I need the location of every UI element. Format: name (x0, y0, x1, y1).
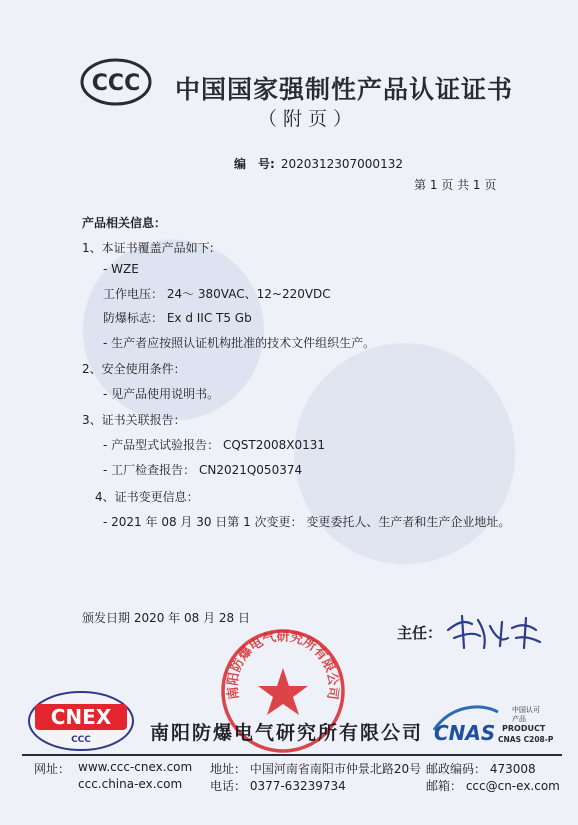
footer-postcode: 邮政编码： 473008 (426, 762, 536, 776)
page-info: 第 1 页 共 1 页 (414, 178, 497, 192)
type-test-report: - 产品型式试验报告： CQST2008X0131 (103, 438, 326, 452)
company-name: 南阳防爆电气研究所有限公司 (150, 722, 424, 744)
item1-note: - 生产者应按照认证机构批准的技术文件组织生产。 (103, 336, 376, 350)
certificate-number (234, 155, 403, 172)
item4-title: 4、证书变更信息： (95, 490, 199, 504)
issue-date: 颁发日期 2020 年 08 月 28 日 (82, 611, 250, 625)
website-label: 网址： (34, 762, 71, 776)
svg-text:产品: 产品 (512, 715, 526, 723)
footer-divider (22, 754, 562, 756)
item2-title: 2、安全使用条件： (82, 362, 186, 376)
director-label: 主任： (397, 624, 443, 642)
director-signature (444, 608, 544, 653)
ex-marking: 防爆标志： Ex d IIC T5 Gb (103, 311, 252, 325)
factory-inspection-report: - 工厂检查报告： CN2021Q050374 (103, 463, 303, 477)
cert-no-label: 编 号: (234, 157, 275, 171)
cnex-logo-icon (27, 690, 135, 752)
product-model: - WZE (103, 262, 139, 276)
item3-title: 3、证书关联报告： (82, 413, 186, 427)
cnas-logo (430, 700, 562, 746)
svg-text:CNEX: CNEX (50, 705, 112, 729)
svg-text:CCC: CCC (71, 735, 91, 745)
certificate-subtitle: （附页） (258, 108, 359, 130)
seal-star-icon (258, 668, 308, 715)
cert-no-value: 2020312307000132 (280, 157, 403, 171)
item1-title: 1、本证书覆盖产品如下: (82, 241, 214, 255)
change-record: - 2021 年 08 月 30 日第 1 次变更： 变更委托人、生产者和生产企业地址。 (103, 515, 511, 529)
ccc-logo-icon (80, 58, 152, 106)
footer-email[interactable]: 邮箱： ccc@cn-ex.com (426, 779, 560, 793)
website-link-1[interactable]: www.ccc-cnex.com (78, 760, 193, 774)
svg-text:CNAS C208-P: CNAS C208-P (498, 735, 554, 744)
svg-text:CNAS: CNAS (434, 721, 496, 745)
website-link-2[interactable]: ccc.china-ex.com (78, 777, 183, 791)
svg-text:PRODUCT: PRODUCT (502, 724, 546, 733)
certificate-title: 中国国家强制性产品认证证书 (175, 75, 514, 104)
footer-phone: 电话： 0377-63239734 (210, 779, 346, 793)
svg-text:南阳防爆电气研究所有限公司: 南阳防爆电气研究所有限公司 (225, 629, 341, 701)
item2-line: - 见产品使用说明书。 (103, 387, 220, 401)
working-voltage: 工作电压： 24～ 380VAC、12~220VDC (103, 287, 331, 301)
cnas-mark-icon (430, 700, 562, 746)
svg-text:CCC: CCC (91, 71, 141, 96)
svg-text:中国认可: 中国认可 (512, 706, 540, 714)
section-title: 产品相关信息： (82, 216, 167, 230)
footer-address: 地址： 中国河南省南阳市仲景北路20号 (210, 762, 422, 776)
